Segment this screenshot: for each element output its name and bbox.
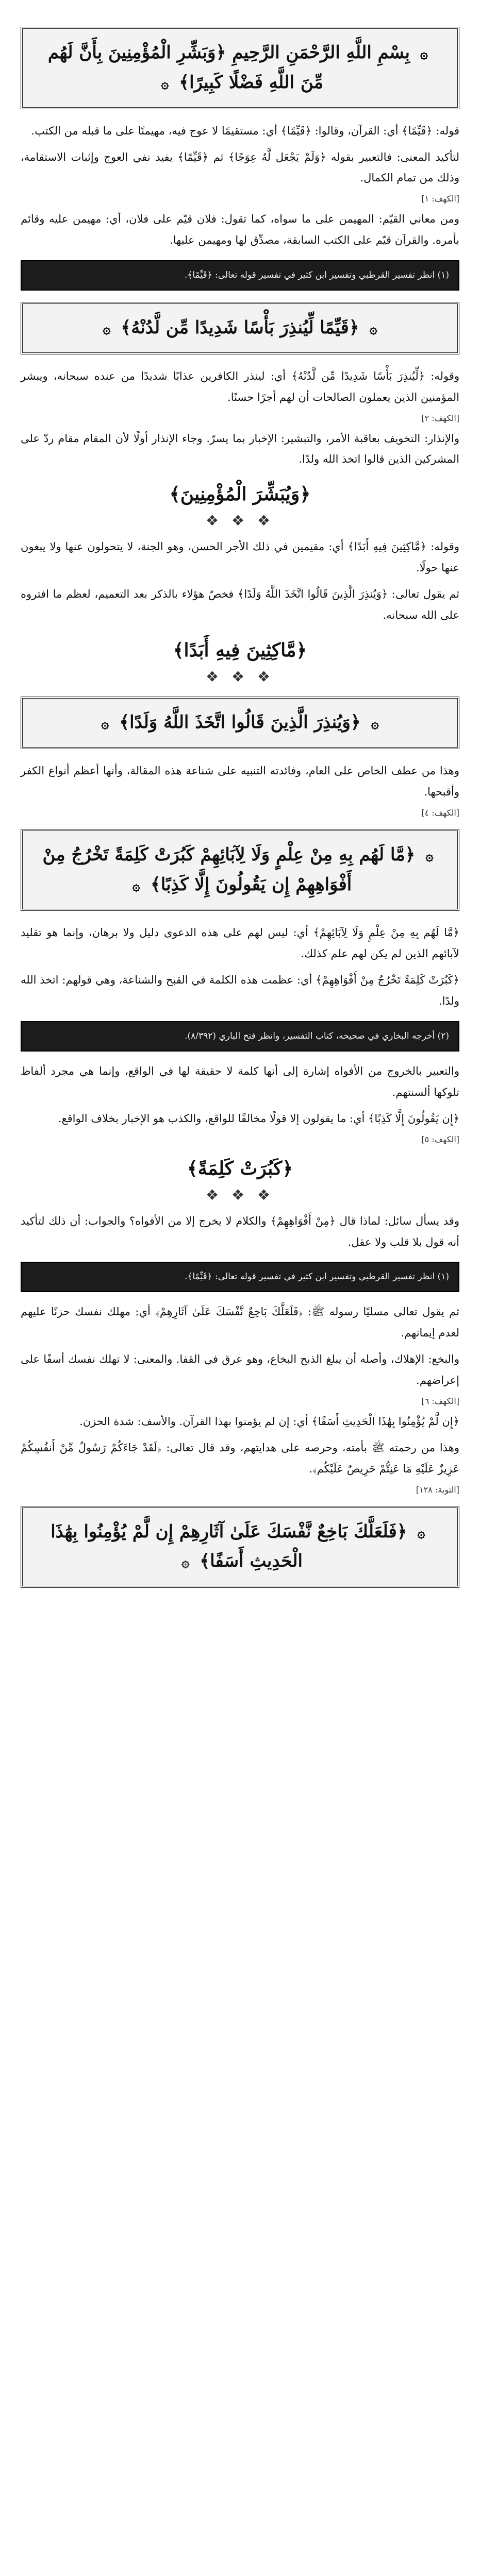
paragraph: وقد يسأل سائل: لماذا قال ﴿مِنْ أَفْوَاهِهِمْ﴾ والكلام لا يخرج إلا من الأفواه؟ والجواب: أن ذلك لتأكيد أنه قول بلا قلب ولا عقل. <box>21 1214 459 1248</box>
footnote-text: (٢) أخرجه البخاري في صحيحه، كتاب التفسير، وانظر فتح الباري (٨/٣٩٢). <box>185 1031 449 1042</box>
verse-banner-top <box>21 27 459 109</box>
paragraph: ﴿إِن لَّمْ يُؤْمِنُوا بِهَٰذَا الْحَدِيثِ أَسَفًا﴾ أي: إن لم يؤمنوا بهذا القرآن. والأسف: شدة الحزن. <box>79 1415 459 1428</box>
verse-text: ﴿فَلَعَلَّكَ بَاخِعٌ نَّفْسَكَ عَلَىٰ آثَارِهِمْ إِن لَّمْ يُؤْمِنُوا بِهَٰذَا الْحَدِيثِ أَسَفًا﴾ <box>51 1521 407 1572</box>
ornament-icon: ۞ <box>132 878 140 894</box>
footnote-box <box>21 1262 459 1292</box>
verse-text: بِسْمِ اللَّهِ الرَّحْمَنِ الرَّحِيمِ ﴿وَبَشِّرِ الْمُؤْمِنِينَ بِأَنَّ لَهُم مِّنَ اللَّهِ فَضْلًا كَبِيرًا﴾ <box>47 42 410 93</box>
divider-ornament: ❖ ❖ ❖ <box>205 512 275 530</box>
paragraph: والبخع: الإهلاك، وأصله أن يبلغ الذبح البخاع، وهو عرق في القفا. والمعنى: لا تهلك نفسك أسفًا على إعراضهم. <box>21 1352 459 1386</box>
footnote-text: (١) انظر تفسير القرطبي وتفسير ابن كثير في تفسير قوله تعالى: ﴿قَيِّمًا﴾. <box>185 1272 449 1282</box>
paragraph: وقوله: ﴿لِّيُنذِرَ بَأْسًا شَدِيدًا مِّن لَّدُنْهُ﴾ أي: لينذر الكافرين عذابًا شديدًا من عنده سبحانه، ويبشر المؤمنين الذين يعملون الصالحات أن لهم أجرًا حسنًا. <box>21 369 459 403</box>
verse-banner-middle3 <box>21 829 459 911</box>
ornament-icon: ۞ <box>425 848 434 864</box>
paragraph: ومن معاني القيّم: المهيمن على ما سواه، كما تقول: فلان قيّم على فلان، أي: مهيمن عليه وقائم بأمره. والقرآن قيّم على الكتب السابقة، مصدِّق لها ومهيمن عليها. <box>21 213 459 247</box>
verse-reference: [الكهف: ٦] <box>421 1396 459 1406</box>
ornament-icon: ۞ <box>420 46 428 62</box>
paragraph: والتعبير بالخروج من الأفواه إشارة إلى أنها كلمة لا حقيقة لها في الواقع، وإنما هي مجرد ألفاظ تلوكها ألسنتهم. <box>21 1064 459 1098</box>
paragraph: وهذا من عطف الخاص على العام، وفائدته التنبيه على شناعة هذه المقالة، وأنها أعظم أنواع الكفر وأقبحها. <box>21 764 459 798</box>
ornament-icon: ۞ <box>161 76 169 92</box>
footnote-text: (١) انظر تفسير القرطبي وتفسير ابن كثير في تفسير قوله تعالى: ﴿قَيِّمًا﴾. <box>185 270 449 281</box>
divider-ornament: ❖ ❖ ❖ <box>205 668 275 686</box>
paragraph: وهذا من رحمته ﷺ بأمته، وحرصه على هدايتهم، وقد قال تعالى: ﴿لَقَدْ جَاءَكُمْ رَسُولٌ مِّنْ أَنفُسِكُمْ عَزِيزٌ عَلَيْهِ مَا عَنِتُّمْ حَرِيصٌ عَلَيْكُم﴾. <box>21 1441 459 1475</box>
verse-reference: [الكهف: ٥] <box>421 1134 459 1144</box>
section-heading: ﴿كَبُرَتْ كَلِمَةً﴾ <box>187 1157 293 1179</box>
ornament-icon: ۞ <box>101 716 109 732</box>
paragraph: قوله: ﴿قَيِّمًا﴾ أي: القرآن، وقالوا: ﴿قَيِّمًا﴾ أي: مستقيمًا لا عوج فيه، مهيمنًا على ما قبله من الكتب. <box>31 124 459 137</box>
paragraph: والإنذار: التخويف بعاقبة الأمر، والتبشير: الإخبار بما يسرّ. وجاء الإنذار أولًا لأن المقام مقام ردّ على المشركين الذين قالوا اتخذ الله ولدًا. <box>21 432 459 466</box>
verse-text: ﴿مَّا لَهُم بِهِ مِنْ عِلْمٍ وَلَا لِآبَائِهِمْ كَبُرَتْ كَلِمَةً تَخْرُجُ مِنْ أَفْوَاهِهِمْ إِن يَقُولُونَ إِلَّا كَذِبًا﴾ <box>42 844 416 895</box>
paragraph: لتأكيد المعنى: فالتعبير بقوله ﴿وَلَمْ يَجْعَل لَّهُ عِوَجًا﴾ ثم ﴿قَيِّمًا﴾ يفيد نفي العوج وإثبات الاستقامة، وذلك من تمام الكمال. <box>21 150 459 184</box>
verse-reference: [الكهف: ٤] <box>421 807 459 818</box>
verse-reference: [الكهف: ٢] <box>421 413 459 423</box>
paragraph: ﴿مَّا لَهُم بِهِ مِنْ عِلْمٍ وَلَا لِآبَائِهِمْ﴾ أي: ليس لهم على هذه الدعوى دليل ولا برهان، وإنما هو تقليد لآبائهم الذين لم يكن لهم علم كذلك. <box>21 926 459 960</box>
ornament-icon: ۞ <box>371 716 379 732</box>
footnote-box <box>21 260 459 291</box>
divider-ornament: ❖ ❖ ❖ <box>205 1186 275 1204</box>
verse-reference: [الكهف: ١] <box>421 194 459 204</box>
section-heading: ﴿مَّاكِثِينَ فِيهِ أَبَدًا﴾ <box>173 639 307 662</box>
paragraph: ﴿كَبُرَتْ كَلِمَةً تَخْرُجُ مِنْ أَفْوَاهِهِمْ﴾ أي: عظمت هذه الكلمة في القبح والشناعة، وهي قولهم: اتخذ الله ولدًا. <box>21 974 459 1008</box>
ornament-icon: ۞ <box>417 1525 425 1541</box>
verse-banner-middle1 <box>21 302 459 354</box>
footnote-box <box>21 1021 459 1052</box>
verse-banner-bottom <box>21 1506 459 1588</box>
ornament-icon: ۞ <box>369 321 377 337</box>
section-heading: ﴿وَيُبَشِّرَ الْمُؤْمِنِينَ﴾ <box>169 483 311 505</box>
verse-reference: [التوبة: ١٢٨] <box>416 1484 459 1495</box>
ornament-icon: ۞ <box>103 321 111 337</box>
paragraph: ثم يقول تعالى مسليًا رسوله ﷺ: ﴿فَلَعَلَّكَ بَاخِعٌ نَّفْسَكَ عَلَىٰ آثَارِهِمْ﴾ أي: مهلك نفسك حزنًا عليهم لعدم إيمانهم. <box>21 1306 459 1339</box>
paragraph: ثم يقول تعالى: ﴿وَيُنذِرَ الَّذِينَ قَالُوا اتَّخَذَ اللَّهُ وَلَدًا﴾ فخصّ هؤلاء بالذكر بعد التعميم، لعظم ما افتروه على الله سبحانه. <box>21 588 459 622</box>
ornament-icon: ۞ <box>181 1555 190 1571</box>
verse-text: ﴿قَيِّمًا لِّيُنذِرَ بَأْسًا شَدِيدًا مِّن لَّدُنْهُ﴾ <box>121 317 359 338</box>
paragraph: ﴿إِن يَقُولُونَ إِلَّا كَذِبًا﴾ أي: ما يقولون إلا قولًا مخالفًا للواقع، والكذب هو الإخبار بخلاف الواقع. <box>58 1112 459 1125</box>
verse-text: ﴿وَيُنذِرَ الَّذِينَ قَالُوا اتَّخَذَ اللَّهُ وَلَدًا﴾ <box>119 712 361 733</box>
paragraph: وقوله: ﴿مَّاكِثِينَ فِيهِ أَبَدًا﴾ أي: مقيمين في ذلك الأجر الحسن، وهو الجنة، لا يتحولون عنها ولا يبغون عنها حولًا. <box>21 540 459 574</box>
verse-banner-middle2 <box>21 697 459 749</box>
